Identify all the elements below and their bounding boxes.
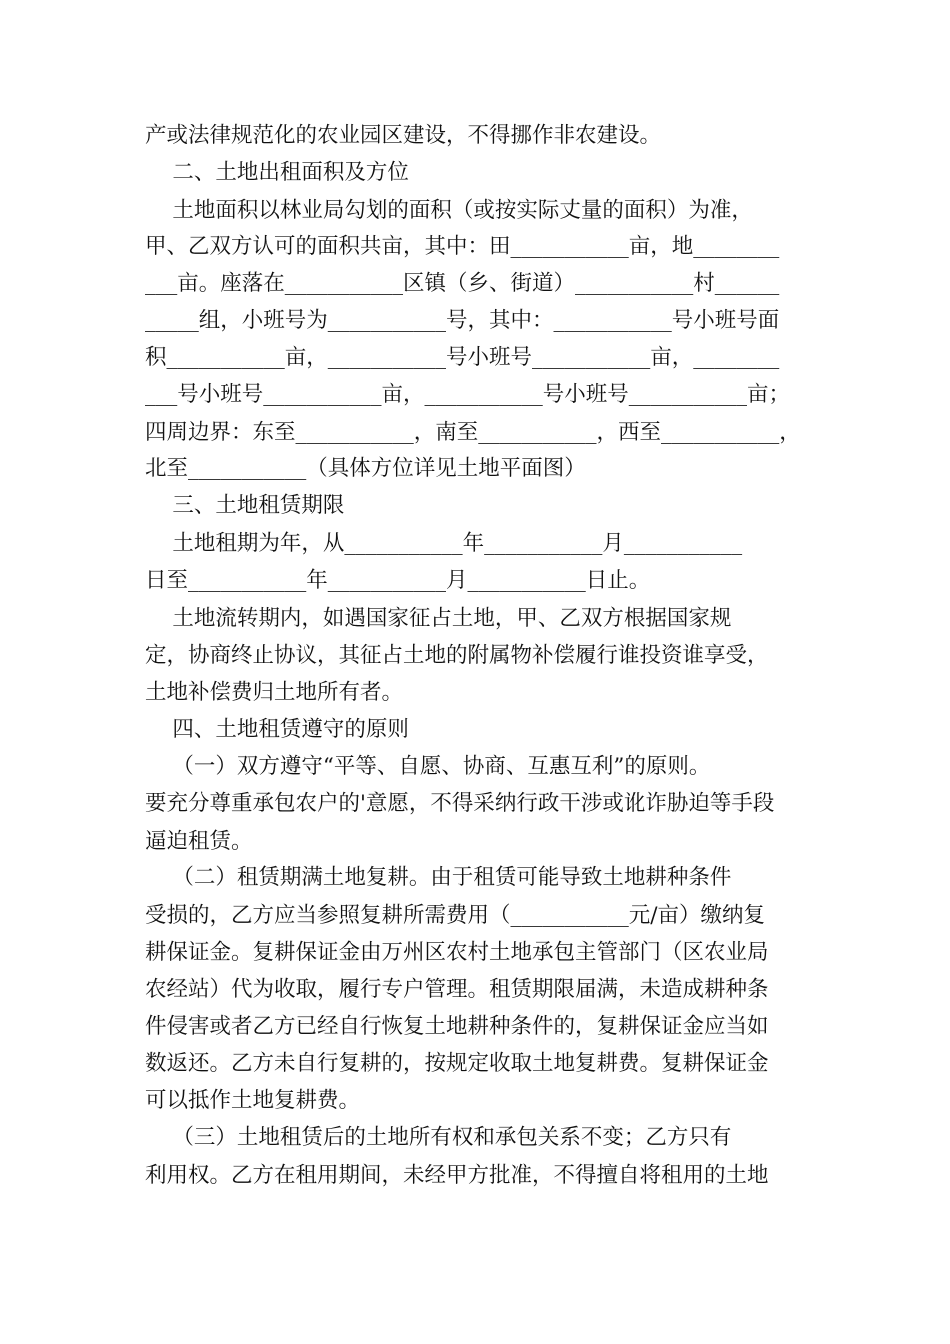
text-line: 要充分尊重承包农户的'意愿，不得采纳行政干涉或讹诈胁迫等手段 [145, 791, 775, 816]
text-line: 土地租期为年，从___________年___________月___________ [145, 531, 743, 556]
text-line: 数返还。乙方未自行复耕的，按规定收取土地复耕费。复耕保证金 [145, 1051, 769, 1076]
section-heading: 三、土地租赁期限 [145, 493, 345, 518]
text-line: 件侵害或者乙方已经自行恢复土地耕种条件的，复耕保证金应当如 [145, 1014, 769, 1039]
text-line: 逼迫租赁。 [145, 829, 253, 854]
text-line: 甲、乙双方认可的面积共亩，其中：田___________亩，地________ [145, 234, 780, 259]
text-line: 可以抵作土地复耕费。 [145, 1088, 361, 1113]
text-line: 受损的，乙方应当参照复耕所需费用（___________元/亩）缴纳复 [145, 903, 765, 928]
text-line: 日至___________年___________月___________日止。 [145, 568, 651, 593]
text-line: 农经站）代为收取，履行专户管理。租赁期限届满，未造成耕种条 [145, 977, 769, 1002]
section-heading: 四、土地租赁遵守的原则 [145, 717, 409, 742]
text-line: 北至___________（具体方位详见土地平面图） [145, 456, 586, 481]
text-line: 定，协商终止协议，其征占土地的附属物补偿履行谁投资谁享受， [145, 643, 769, 668]
text-line: 土地补偿费归土地所有者。 [145, 680, 404, 705]
text-line: （二）租赁期满土地复耕。由于租赁可能导致土地耕种条件 [145, 865, 732, 890]
text-line: ___亩。座落在___________区镇（乡、街道）___________村______ [145, 271, 780, 296]
text-line: 产或法律规范化的农业园区建设，不得挪作非农建设。 [145, 123, 662, 148]
text-line: 四周边界：东至___________，南至___________，西至___________， [145, 420, 801, 445]
text-line: 积___________亩，___________号小班号___________亩，________ [145, 345, 780, 370]
text-line: _____组，小班号为___________号，其中：___________号小班号面 [145, 308, 780, 333]
text-line: 利用权。乙方在租用期间，未经甲方批准，不得擅自将租用的土地 [145, 1163, 769, 1188]
section-heading: 二、土地出租面积及方位 [145, 160, 409, 185]
text-line: （三）土地租赁后的土地所有权和承包关系不变；乙方只有 [145, 1125, 732, 1150]
text-line: ___号小班号___________亩，___________号小班号___________亩； [145, 382, 791, 407]
text-line: 土地面积以林业局勾划的面积（或按实际丈量的面积）为准， [145, 198, 753, 223]
text-line: （一）双方遵守“平等、自愿、协商、互惠互利”的原则。 [145, 754, 711, 779]
text-line: 土地流转期内，如遇国家征占土地，甲、乙双方根据国家规 [145, 606, 732, 631]
text-line: 耕保证金。复耕保证金由万州区农村土地承包主管部门（区农业局 [145, 940, 769, 965]
